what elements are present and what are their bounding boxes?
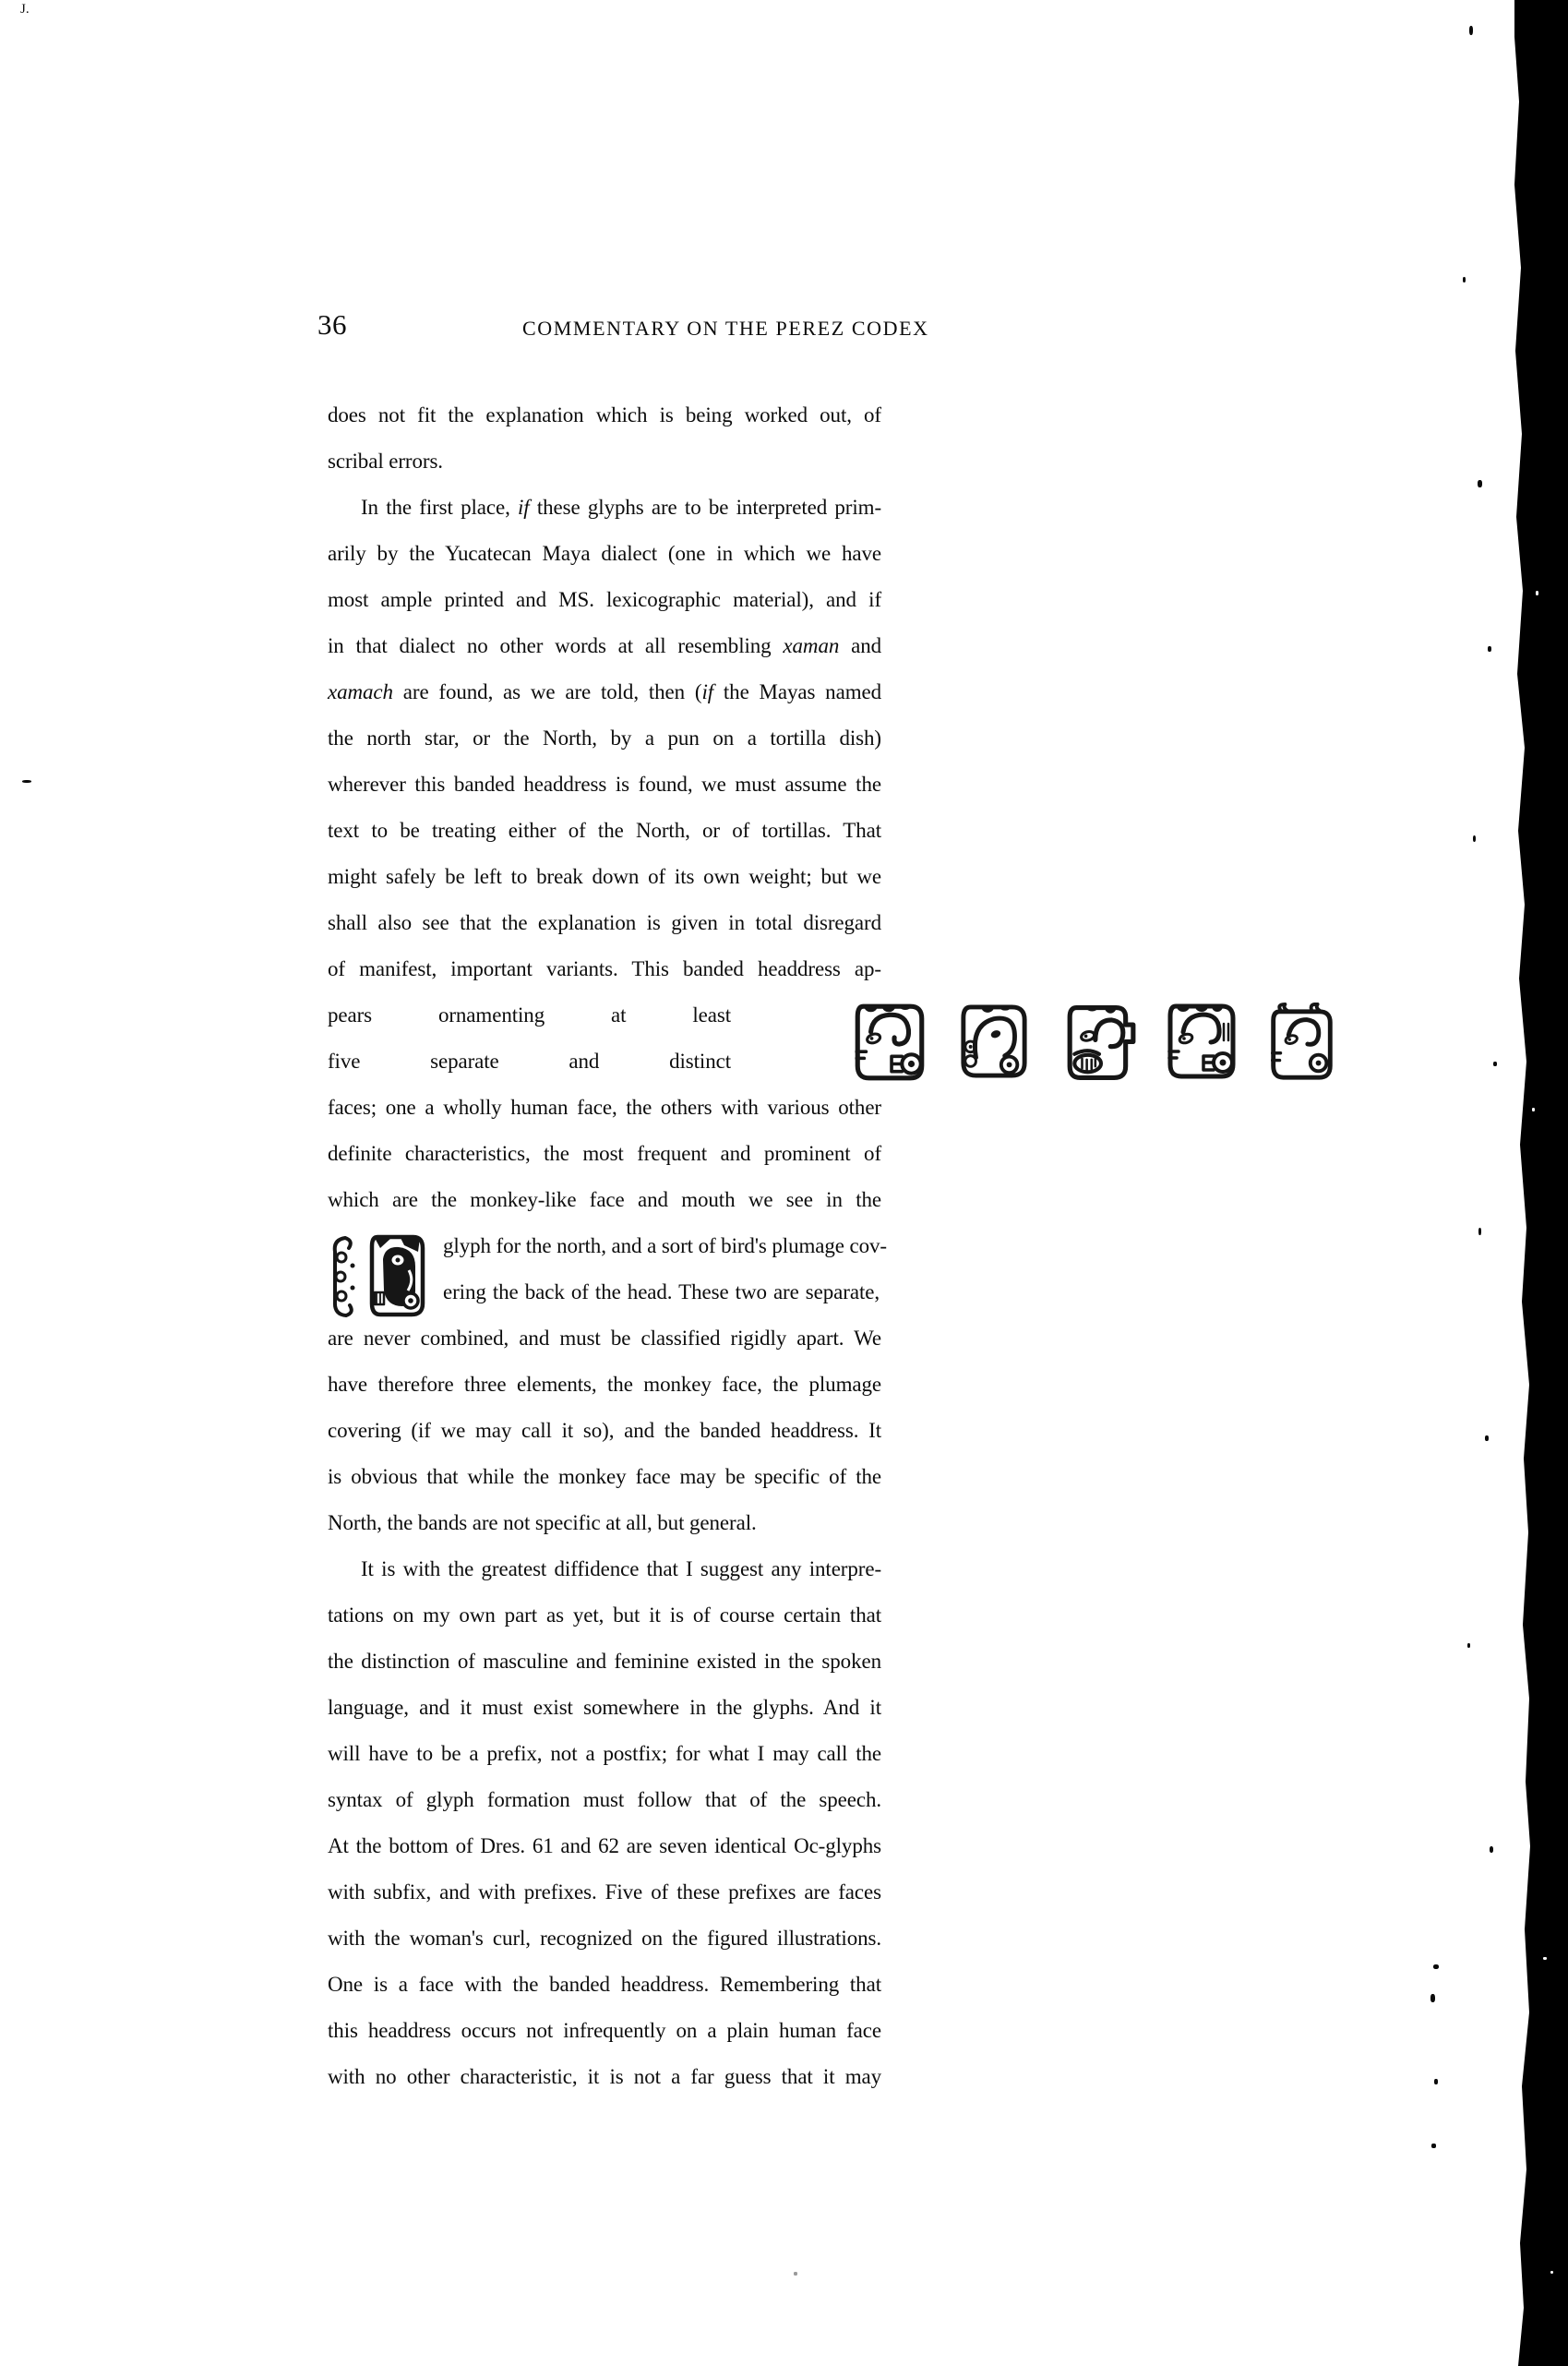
text-line: the north star, or the North, by a pun on a tortilla dish) — [328, 727, 881, 750]
text-line: xamach are found, as we are told, then (if the Mayas named — [328, 680, 881, 703]
speck — [1550, 2271, 1553, 2274]
text-line: might safely be left to break down of its own weight; but we — [328, 865, 881, 888]
speck — [22, 780, 31, 783]
running-title: COMMENTARY ON THE PEREZ CODEX — [522, 317, 929, 340]
speck — [1490, 1846, 1493, 1853]
text-line: in that dialect no other words at all resembling xaman and — [328, 634, 881, 657]
speck — [1433, 1964, 1439, 1969]
text-line: of manifest, important variants. This banded headdress ap- — [328, 957, 881, 980]
maya-banded-headdress-glyph-1 — [852, 1000, 928, 1085]
speck — [1493, 1062, 1497, 1066]
speck — [1478, 1228, 1481, 1235]
speck — [1478, 480, 1482, 487]
speck — [1488, 646, 1491, 652]
text-line: wherever this banded headdress is found, we must assume the — [328, 773, 881, 796]
text-line: the distinction of masculine and feminine existed in the spoken — [328, 1650, 881, 1673]
speck — [1485, 1435, 1489, 1441]
text-line: language, and it must exist somewhere in the glyphs. And it — [328, 1696, 881, 1719]
speck — [1473, 835, 1476, 842]
speck — [1430, 1994, 1435, 2002]
text-line: glyph for the north, and a sort of bird's plumage cov- — [443, 1234, 887, 1257]
text-line: this headdress occurs not infrequently on a plain human face — [328, 2019, 881, 2042]
north-glyph-main — [367, 1231, 426, 1320]
text-line: are never combined, and must be classified rigidly apart. We — [328, 1327, 881, 1350]
text-line: most ample printed and MS. lexicographic material), and if — [328, 588, 881, 611]
text-line: North, the bands are not specific at all, but general. — [328, 1511, 757, 1534]
text-line: At the bottom of Dres. 61 and 62 are seven identical Oc-glyphs — [328, 1834, 881, 1857]
maya-banded-headdress-glyph-3 — [1063, 999, 1139, 1087]
maya-banded-headdress-glyph-2 — [958, 1002, 1030, 1083]
text-line: have therefore three elements, the monkey face, the plumage — [328, 1373, 881, 1396]
maya-banded-headdress-glyph-4 — [1165, 1000, 1239, 1083]
text-line: scribal errors. — [328, 450, 443, 473]
speck — [1434, 2079, 1438, 2084]
text-line: faces; one a wholly human face, the others with various other — [328, 1096, 881, 1119]
text-line: definite characteristics, the most frequent and prominent of — [328, 1142, 881, 1165]
text-line: tations on my own part as yet, but it is of course certain that — [328, 1603, 881, 1627]
text-line: which are the monkey-like face and mouth we see in the — [328, 1188, 881, 1211]
corner-scan-mark: J. — [20, 2, 30, 17]
text-line: five separate and distinct — [328, 1050, 731, 1073]
speck — [794, 2272, 797, 2276]
text-line: with the woman's curl, recognized on the figured illustrations. — [328, 1927, 881, 1950]
text-line: ering the back of the head. These two are separate, — [443, 1280, 880, 1303]
text-line: will have to be a prefix, not a postfix; for what I may call the — [328, 1742, 881, 1765]
text-line: One is a face with the banded headdress. Remembering that — [328, 1973, 881, 1996]
text-line: In the first place, if these glyphs are to be interpreted prim- — [361, 496, 882, 519]
speck — [1431, 2144, 1436, 2148]
text-line: does not fit the explanation which is being worked out, of — [328, 403, 881, 426]
text-line: syntax of glyph formation must follow that of the speech. — [328, 1788, 881, 1811]
text-line: is obvious that while the monkey face may be specific of the — [328, 1465, 881, 1488]
text-line: covering (if we may call it so), and the banded headdress. It — [328, 1419, 881, 1442]
speck — [1532, 1108, 1535, 1111]
text-line: with no other characteristic, it is not a far guess that it may — [328, 2065, 881, 2088]
text-line: It is with the greatest diffidence that I suggest any interpre- — [361, 1557, 881, 1580]
text-line: shall also see that the explanation is given in total disregard — [328, 911, 881, 934]
text-line: text to be treating either of the North, or of tortillas. That — [328, 819, 881, 842]
speck — [1467, 1643, 1470, 1648]
north-glyph-prefix — [330, 1235, 361, 1318]
speck — [1463, 277, 1466, 282]
speck — [1543, 1957, 1547, 1960]
speck — [1536, 591, 1538, 595]
page-number: 36 — [317, 308, 347, 341]
text-line: arily by the Yucatecan Maya dialect (one in which we have — [328, 542, 881, 565]
speck — [1469, 26, 1473, 35]
maya-banded-headdress-glyph-5 — [1266, 1003, 1336, 1084]
text-line: pears ornamenting at least — [328, 1003, 731, 1027]
text-line: with subfix, and with prefixes. Five of these prefixes are faces — [328, 1880, 881, 1904]
